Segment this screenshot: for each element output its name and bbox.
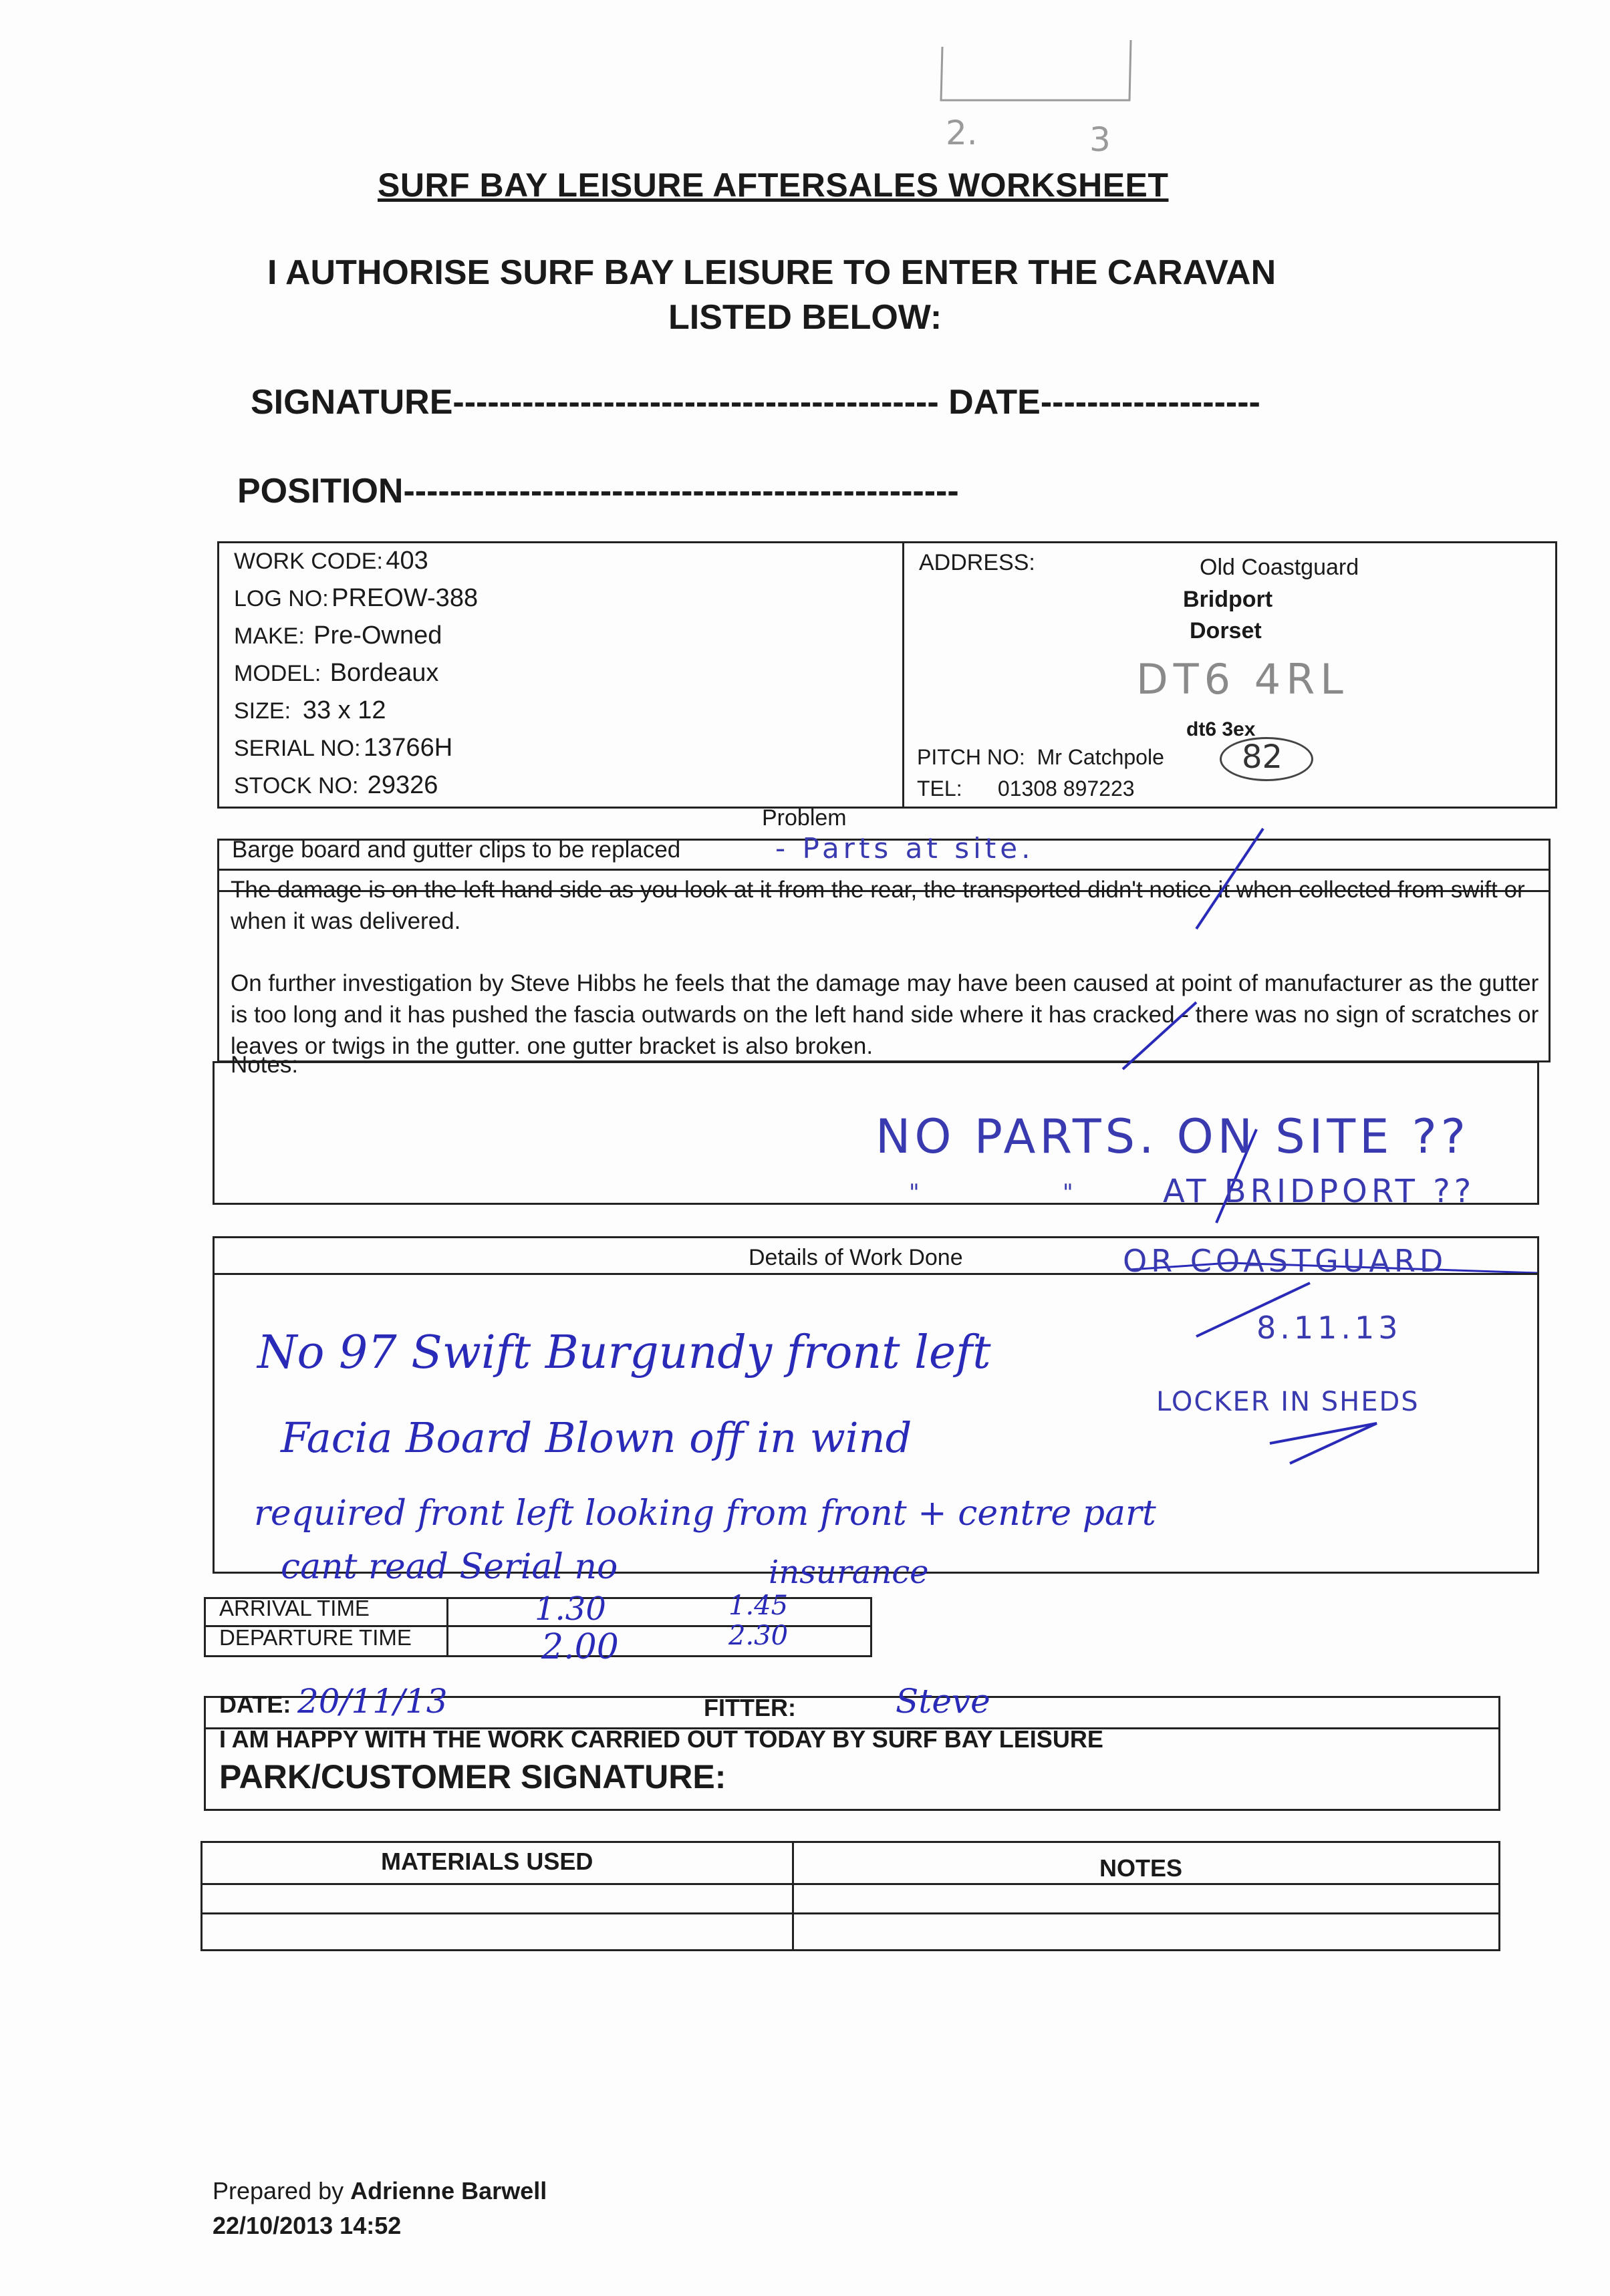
customer-signature-label: PARK/CUSTOMER SIGNATURE: [219,1758,726,1796]
page-title: SURF BAY LEISURE AFTERSALES WORKSHEET [378,166,1169,204]
materials-col-rule [792,1841,794,1951]
make-label: MAKE: [234,623,305,649]
departure-value: 2.00 [541,1627,619,1667]
problem-summary: Barge board and gutter clips to be replaced [232,837,681,863]
model-label: MODEL: [234,661,321,686]
notes-hand-date: 8.11.13 [1256,1310,1402,1346]
fitter-label: FITTER: [704,1694,796,1721]
handwritten-postcode: DT6 4RL [1136,655,1349,704]
prepared-by [213,2177,547,2205]
address-postcode: dt6 3ex [1186,718,1256,740]
arrival-label: ARRIVAL TIME [219,1596,370,1620]
notes-hand-locker: LOCKER IN SHEDS [1156,1387,1420,1417]
materials-row-rule-2 [200,1912,1500,1914]
authorise-line-1: I AUTHORISE SURF BAY LEISURE TO ENTER THE CARAVAN [267,253,1277,292]
position-dashes: ------------------------------------------------ [403,472,959,511]
notes-hand-line-3: OR COASTGUARD [1123,1243,1448,1279]
problem-heading: Problem [762,805,847,831]
arrival-value-2: 1.45 [728,1590,789,1621]
pitch-label: PITCH NO: [917,745,1025,769]
address-line-3: Dorset [1190,618,1262,643]
prepared-timestamp: 22/10/2013 14:52 [213,2212,402,2239]
arrival-value: 1.30 [535,1590,606,1628]
problem-summary-handnote: - Parts at site. [775,832,1035,865]
work-done-heading: Details of Work Done [749,1245,963,1270]
work-line-2: Facia Board Blown off in wind [281,1413,912,1462]
make-value: Pre-Owned [313,621,442,650]
notes-label: Notes: [231,1052,299,1078]
stock-value: 29326 [367,771,438,799]
problem-paragraph-2: On further investigation by Steve Hibbs he feels that the damage may have been caused at point of manufacturer as the gutter is too long and it has pushed the fascia outwards on the left hand side where it has cracked - there was no sign of scratches or leaves or twigs in the gutter. one gutter bracket is also broken. [231,970,1539,1059]
signoff-date-label: DATE: [219,1691,291,1718]
departure-value-2: 2.30 [728,1620,789,1651]
happy-statement: I AM HAPPY WITH THE WORK CARRIED OUT TODAY BY SURF BAY LEISURE [219,1725,1103,1753]
times-col-rule [446,1597,448,1657]
work-done-heading-rule [213,1273,1539,1275]
log-no-label: LOG NO: [234,586,329,611]
signature-dashes: ------------------------------------------ [452,383,939,422]
serial-label: SERIAL NO: [234,736,361,761]
materials-used-header: MATERIALS USED [381,1848,593,1875]
materials-row-rule-1 [200,1883,1500,1885]
authorise-line-2: LISTED BELOW: [668,298,942,337]
size-label: SIZE: [234,698,291,724]
work-line-1: No 97 Swift Burgundy front left [257,1326,991,1379]
tel-label: TEL: [917,776,962,801]
work-line-4: cant read Serial no [281,1547,618,1587]
date-dashes: ------------------- [1040,383,1260,422]
problem-paragraph-1: The damage is on the left hand side as you look at it from the rear, the transported didn't notice it when collected from swift or when it was delivered. [231,877,1525,934]
departure-label: DEPARTURE TIME [219,1625,412,1650]
notes-hand-line-1: NO PARTS. ON SITE ?? [876,1109,1470,1164]
address-line-1: Old Coastguard [1200,555,1359,580]
pitch-value: Mr Catchpole [1037,745,1164,769]
tel-value: 01308 897223 [997,776,1135,801]
size-value: 33 x 12 [302,696,386,724]
work-code-value: 403 [386,547,428,575]
handwritten-number-2: 2. [946,114,978,152]
serial-value: 13766H [364,734,453,762]
notes-hand-ditto-1: " [909,1179,924,1206]
work-line-3: required front left looking from front + centre part [254,1493,1156,1534]
pitch-circled-number: 82 [1242,738,1283,776]
stock-label: STOCK NO: [234,773,359,799]
fitter-value: Steve [896,1682,990,1721]
handwritten-number-3: 3 [1089,120,1111,159]
signature-label: SIGNATURE [251,383,453,422]
prepared-by-name: Adrienne Barwell [350,2177,547,2204]
signoff-date-value: 20/11/13 [297,1682,448,1721]
model-value: Bordeaux [329,659,439,687]
prepared-by-label: Prepared by [213,2177,344,2204]
date-label: DATE [948,383,1041,422]
address-label: ADDRESS: [919,550,1035,575]
materials-notes-header: NOTES [1099,1854,1183,1882]
address-line-2: Bridport [1183,587,1273,612]
work-line-4b: insurance [769,1554,929,1591]
work-code-label: WORK CODE: [234,549,383,574]
notes-hand-line-2: AT BRIDPORT ?? [1163,1173,1476,1210]
position-label: POSITION [237,472,404,511]
log-no-value: PREOW-388 [331,584,479,612]
notes-hand-ditto-2: " [1063,1179,1077,1206]
